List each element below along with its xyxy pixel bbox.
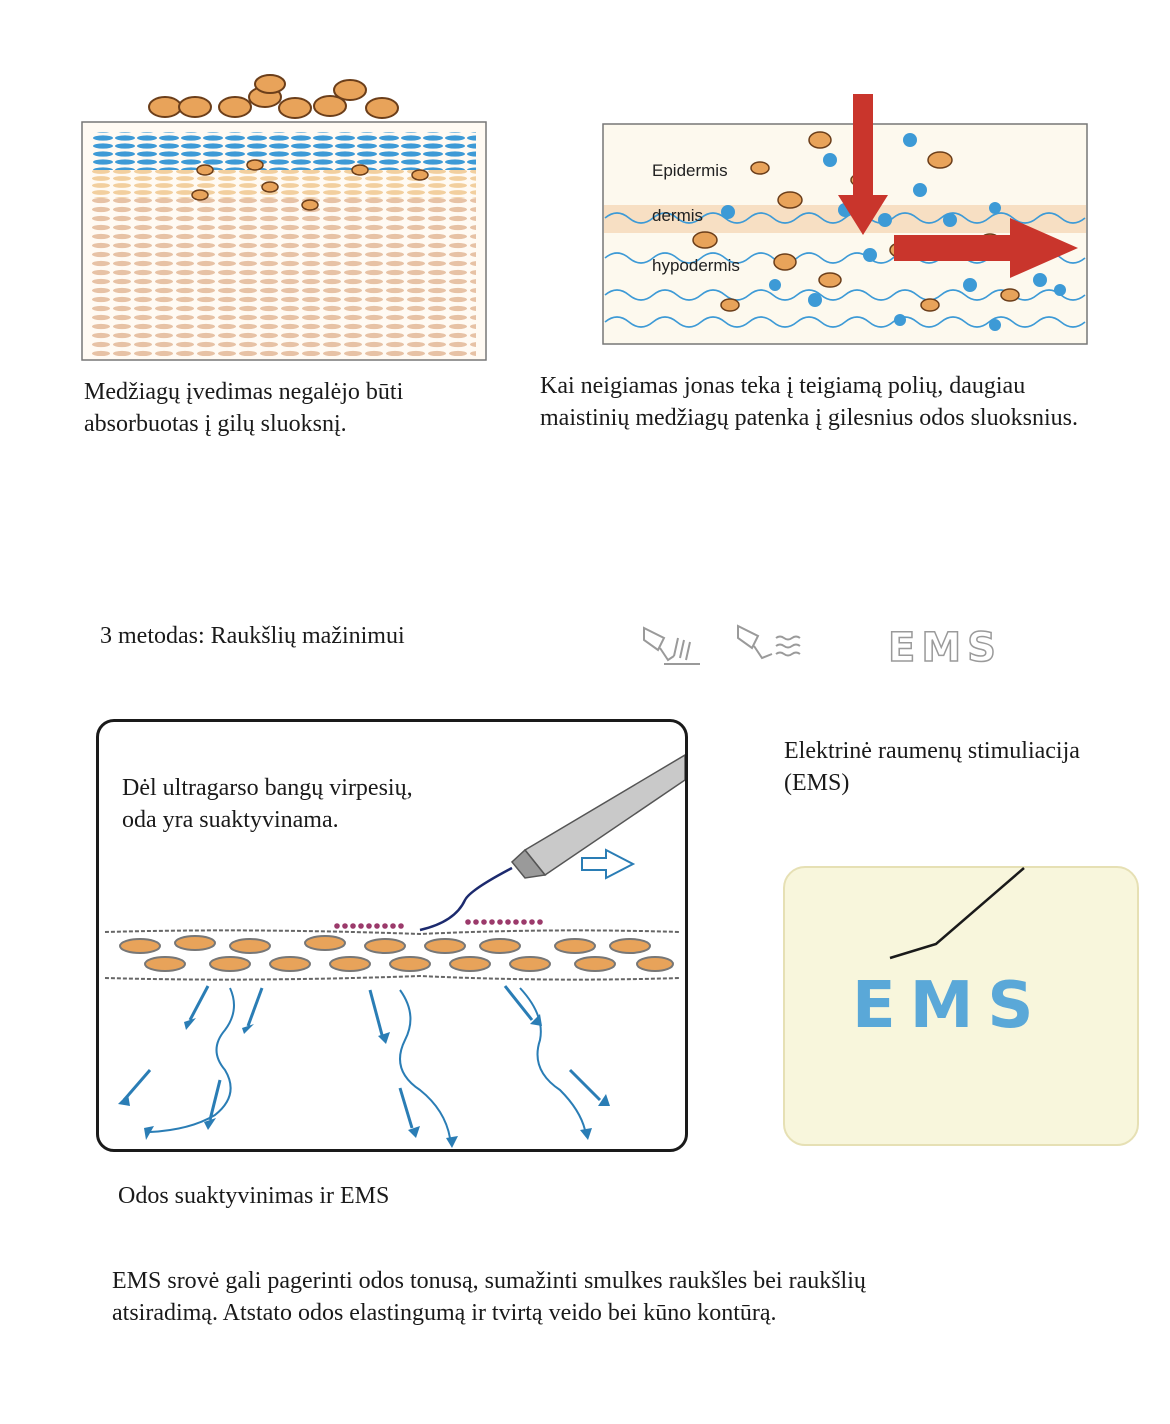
figure2-caption-line1: Kai neigiamas jonas teka į teigiamą polių, daugiau: [540, 373, 1026, 399]
dermis-label: dermis: [652, 206, 704, 225]
ems-title-line1: Elektrinė raumenų stimuliacija: [784, 738, 1080, 764]
iontophoresis-diagram: [600, 90, 1095, 350]
figure1-caption-line1: Medžiagų įvedimas negalėjo būti: [84, 379, 404, 405]
footer-line2: atsiradimą. Atstato odos elastingumą ir tvirtą veido bei kūno kontūrą.: [112, 1300, 777, 1326]
hypodermis-label: hypodermis: [652, 256, 740, 275]
ultrasound-icon: [638, 624, 704, 668]
wave-treatment-icon: [732, 622, 804, 666]
figure2-caption-line2: maistinių medžiagų patenka į gilesnius odos sluoksnius.: [540, 405, 1078, 431]
ems-wire-line: [880, 860, 1040, 970]
ems-panel-text: EMS: [852, 969, 1048, 1043]
skin-layers-diagram: [70, 70, 500, 365]
ultrasound-text-line1: Dėl ultragarso bangų virpesių,: [122, 775, 413, 801]
epidermis-label: Epidermis: [652, 161, 728, 180]
ultrasound-skin-diagram: [100, 750, 685, 1148]
figure3-caption: Odos suaktyvinimas ir EMS: [118, 1183, 390, 1209]
ultrasound-text-line2: oda yra suaktyvinama.: [122, 807, 339, 833]
figure1-caption-line2: absorbuotas į gilų sluoksnį.: [84, 411, 347, 437]
method-title: 3 metodas: Raukšlių mažinimui: [100, 623, 405, 649]
ems-title-line2: (EMS): [784, 770, 850, 796]
ems-logo-text: EMS: [888, 625, 1002, 671]
footer-line1: EMS srovė gali pagerinti odos tonusą, sumažinti smulkes raukšles bei raukšlių: [112, 1268, 866, 1294]
